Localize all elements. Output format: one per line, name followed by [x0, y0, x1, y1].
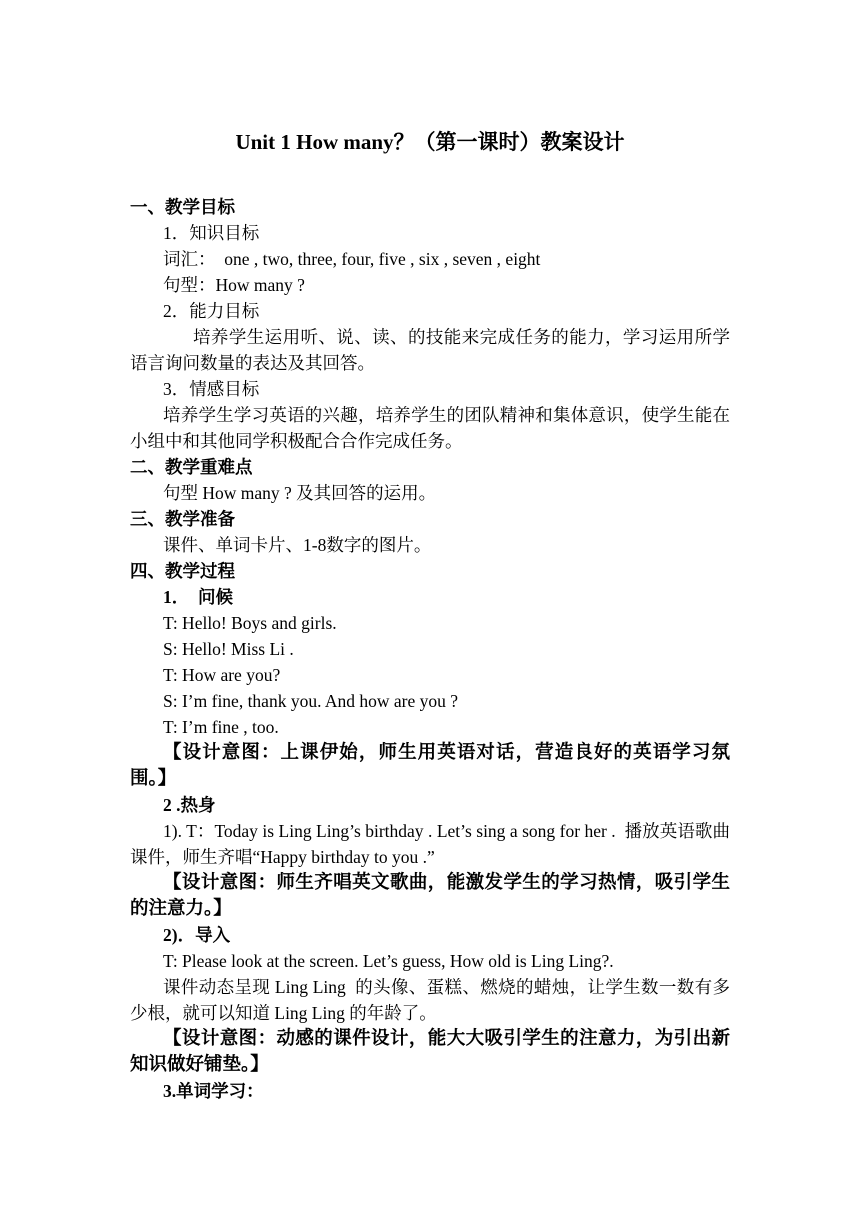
document-body	[130, 194, 730, 1104]
section-heading: 一、教学目标	[130, 197, 235, 217]
document-title: Unit 1 How many？（第一课时）教案设计	[235, 130, 625, 154]
paragraph: S: Hello! Miss Li .	[163, 639, 294, 659]
paragraph: 1．知识目标	[163, 223, 260, 243]
section-heading: 二、教学重难点	[130, 457, 253, 477]
paragraph: 2 .热身	[163, 795, 216, 815]
paragraph: T: How are you?	[163, 665, 281, 685]
paragraph: 3.单词学习：	[163, 1081, 264, 1101]
paragraph: 课件动态呈现 Ling Ling 的头像、蛋糕、燃烧的蜡烛，让学生数一数有多少根，就可以知道 Ling Ling 的年龄了。	[130, 977, 730, 1023]
paragraph: 【设计意图：师生齐唱英文歌曲，能激发学生的学习热情，吸引学生的注意力。】	[130, 873, 730, 919]
paragraph: 2)．导入	[163, 925, 231, 945]
paragraph: 培养学生学习英语的兴趣，培养学生的团队精神和集体意识，使学生能在小组中和其他同学积极配合合作完成任务。	[130, 405, 730, 451]
section-heading: 三、教学准备	[130, 509, 235, 529]
paragraph: T: I’m fine , too.	[163, 717, 279, 737]
paragraph: T: Please look at the screen. Let’s guess, How old is Ling Ling?.	[163, 951, 614, 971]
paragraph: 句型：How many ?	[163, 275, 305, 295]
paragraph: 句型 How many ? 及其回答的运用。	[163, 483, 437, 503]
paragraph: 课件、单词卡片、1-8数字的图片。	[163, 535, 432, 555]
paragraph: 【设计意图：上课伊始，师生用英语对话，营造良好的英语学习氛围。】	[130, 743, 730, 789]
paragraph: T: Hello! Boys and girls.	[163, 613, 337, 633]
section-heading: 四、教学过程	[130, 561, 235, 581]
paragraph: 培养学生运用听、说、读、的技能来完成任务的能力，学习运用所学语言询问数量的表达及其回答。	[130, 327, 730, 373]
paragraph: 【设计意图：动感的课件设计，能大大吸引学生的注意力，为引出新知识做好铺垫。】	[130, 1029, 730, 1075]
paragraph: 1). T：Today is Ling Ling’s birthday . Let’s sing a song for her . 播放英语歌曲课件，师生齐唱“Happy birthday to you .”	[130, 821, 730, 867]
paragraph: 词汇： one , two, three, four, five , six , seven , eight	[163, 249, 541, 269]
paragraph: 1． 问候	[163, 587, 233, 607]
paragraph: S: I’m fine, thank you. And how are you ?	[163, 691, 459, 711]
paragraph: 3．情感目标	[163, 379, 260, 399]
paragraph: 2．能力目标	[163, 301, 260, 321]
